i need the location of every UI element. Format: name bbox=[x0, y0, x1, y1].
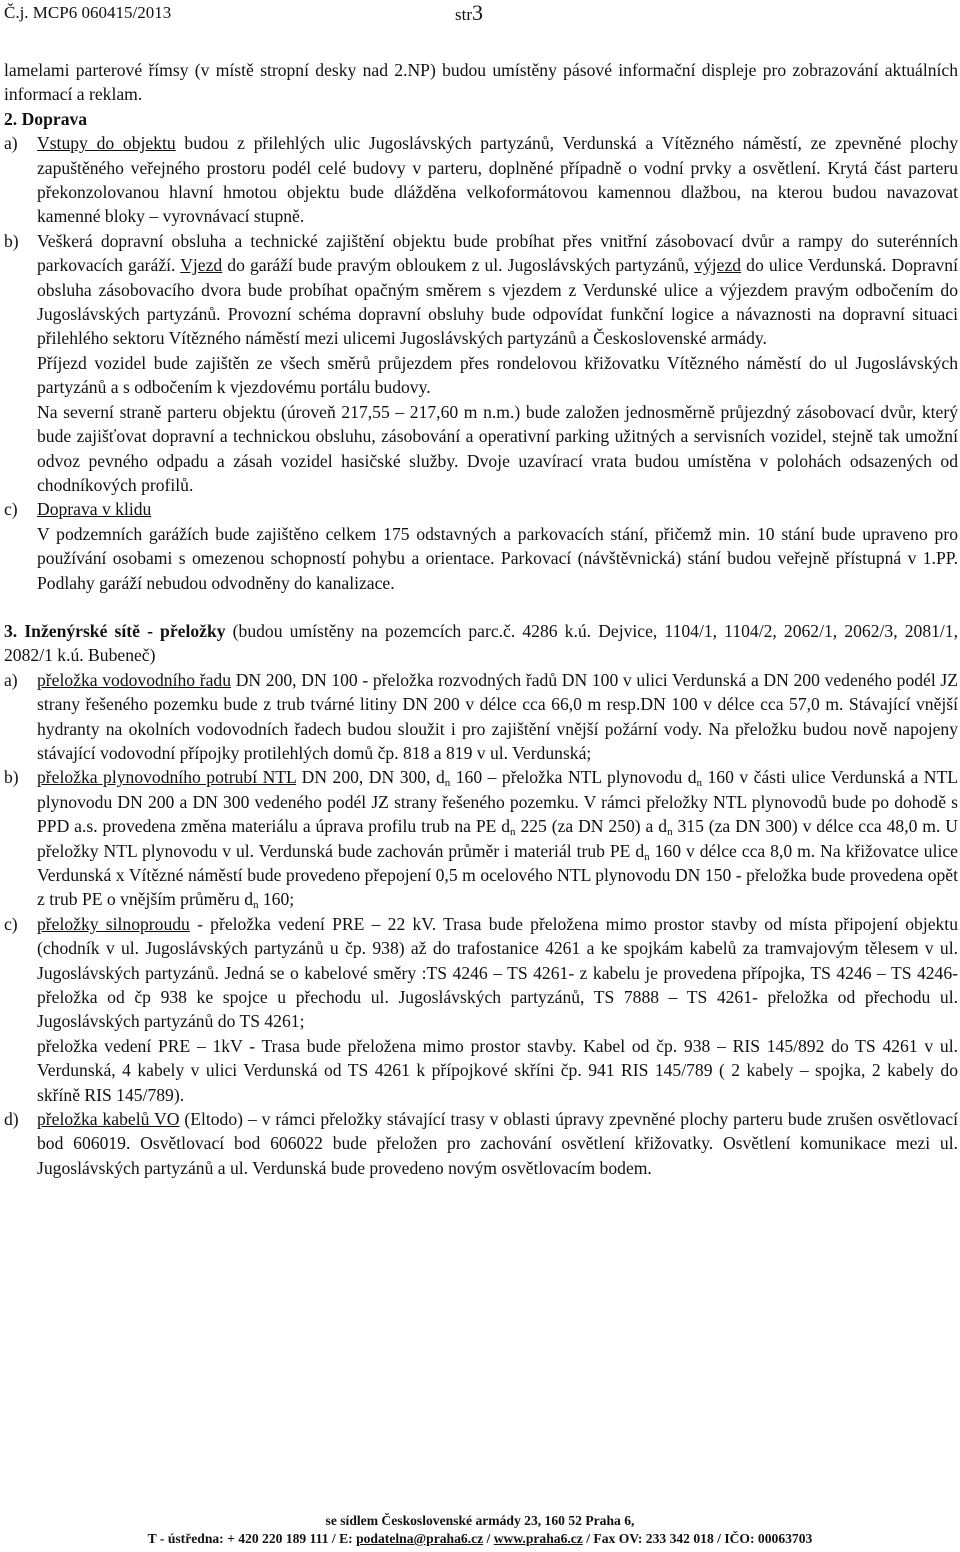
vjezd-term: Vjezd bbox=[180, 255, 223, 276]
footer-contacts bbox=[0, 1530, 960, 1548]
footer-web-link[interactable]: www.praha6.cz bbox=[493, 1531, 583, 1546]
dn-symbol: d bbox=[687, 767, 697, 788]
dn-symbol: d bbox=[244, 889, 253, 910]
section-3-heading-note: (budou umístěny na pozemcích parc.č. 4286 k.ú. Dejvice, 1104/1, 1104/2, 2062/1, 2062/3, 2081/1, 2082/1 k.ú. Bubeneč) bbox=[4, 620, 958, 666]
section-3d-title: přeložka kabelů VO bbox=[37, 1109, 180, 1130]
item-label: d) bbox=[4, 1109, 19, 1130]
dn-symbol: d bbox=[635, 840, 645, 861]
section-3-heading: 3. Inženýrské sítě - přeložky bbox=[4, 620, 226, 641]
section-3a bbox=[4, 668, 958, 766]
section-3b bbox=[4, 765, 958, 911]
section-3b-text-5: 315 (za DN 300) v délce cca 48,0 m. U přeložky NTL plynovodu v ul. Verdunská bude zachován průměr i materiál trub PE bbox=[37, 816, 958, 861]
dn-subscript: n bbox=[252, 899, 259, 912]
footer-fax-ico: / Fax OV: 233 342 018 / IČO: 00063703 bbox=[582, 1531, 813, 1546]
vyjezd-term: výjezd bbox=[694, 255, 742, 276]
spacer bbox=[4, 595, 958, 619]
section-2b bbox=[4, 229, 958, 351]
reference-number: Č.j. MCP6 060415/2013 bbox=[4, 3, 172, 22]
section-3d-text: (Eltodo) – v rámci přeložky stávající trasy v oblasti úpravy zpevněné plochy parteru bude zrušen osvětlovací bod 606019. Osvětlovací bod 606022 bude přeložen pro zachování osvětlení křižovatky. Osvětlení komunikace mezi ul. Jugoslávských partyzánů a ul. Verdunská bude provedeno novým osvětlovacím bodem. bbox=[37, 1109, 958, 1178]
section-2c-title: Doprava v klidu bbox=[37, 499, 152, 520]
section-2b-text-3: do ulice Verdunská. Dopravní obsluha zásobovacího dvora bude probíhat opačným směrem s vjezdem z Verdunské ulice a výjezdem pravým odbočením do Jugoslávských partyzánů. Provozní schéma dopravní obsluhy bude odpovídat funkční logice a návaznosti na dopravní situaci přilehlého sektoru Vítězného náměstí mezi ulicemi Jugoslávských partyzánů a Československé armády. bbox=[37, 255, 958, 349]
footer-email-link[interactable]: podatelna@praha6.cz bbox=[356, 1531, 484, 1546]
dn-symbol: d bbox=[501, 816, 511, 837]
dn-subscript: n bbox=[696, 777, 703, 790]
section-3c-paragraph-2: přeložka vedení PRE – 1kV - Trasa bude přeložena mimo prostor stavby. Kabel od čp. 938 – RIS 145/892 do TS 4261 v ul. Verdunská, 4 kabely v ulici Verdunská od TS 4261 k přípojkové skříni čp. 941 RIS 145/789 ( 2 kabely – spojka, 2 kabely do skříně RIS 145/789). bbox=[37, 1035, 958, 1105]
footer-separator: / bbox=[483, 1531, 494, 1546]
section-3b-title: přeložka plynovodního potrubí NTL bbox=[37, 767, 297, 788]
section-3c bbox=[4, 912, 958, 1034]
section-2c bbox=[4, 497, 958, 521]
section-3b-text-4: 225 (za DN 250) a bbox=[515, 816, 659, 837]
section-3c-text: - přeložka vedení PRE – 22 kV. Trasa bude přeložena mimo prostor stavby od místa připojení objektu (chodník v ul. Jugoslávských partyzánů u čp. 938) až do trafostanice 4261 a ke spojkám kabelů za tramvajovým tělesem v ul. Jugoslávských partyzánů. Jedná se o kabelové směry :TS 4246 – TS 4261- z kabelu je provedena přípojka, TS 4246 – TS 4246- přeložka od čp 938 ke spojce u přechodu ul. Jugoslávských partyzánů, TS 7888 – TS 4261- přeložka od přechodu ul. Jugoslávských partyzánů do TS 4261; bbox=[37, 913, 958, 1032]
section-2a-text: budou z přilehlých ulic Jugoslávských partyzánů, Verdunská a Vítězného náměstí, ze zpevněné plochy zapuštěného veřejného prostoru podél celé budovy v parteru, doplněné případně o vodní prvky a osvětlení. Krytá část parteru překonzolovanou hlavní hmotou objektu bude dlážděna velkoformátovou kamennou dlažbou, na kterou budou navazovat kamenné bloky – vyrovnávací stupně. bbox=[37, 133, 958, 227]
page-footer bbox=[0, 1512, 960, 1548]
dn-subscript: n bbox=[444, 777, 451, 790]
item-label: a) bbox=[4, 669, 18, 690]
dn-symbol: d bbox=[658, 816, 668, 837]
footer-address: se sídlem Československé armády 23, 160 52 Praha 6, bbox=[325, 1513, 635, 1528]
section-3a-title: přeložka vodovodního řadu bbox=[37, 669, 232, 690]
section-2b-text-1: Veškerá dopravní obsluha a technické zajištění objektu bude probíhat přes vnitřní zásobovací dvůr a rampy do suterénních parkovacích garáží. bbox=[37, 230, 958, 276]
dn-symbol: d bbox=[435, 767, 445, 788]
item-label: a) bbox=[4, 133, 18, 154]
page-number-value: 3 bbox=[472, 0, 483, 25]
section-3a-text: DN 200, DN 100 - přeložka rozvodných řadů DN 100 v ulici Verdunská a DN 200 vedeného podél JZ strany řešeného pozemku bude z trub tvárné litiny DN 200 v délce cca 66,0 m resp.DN 100 v délce cca 57,0 m. Stávající vnější hydranty na okolních vodovodních řadech budou sloužit i pro zajištění vnější požární vody. Na přeložku budou nově napojeny stávající vodovodní přípojky protilehlých domů čp. 818 a 819 v ul. Verdunská; bbox=[37, 669, 958, 763]
section-2c-text: V podzemních garážích bude zajištěno celkem 175 odstavných a parkovacích stání, přičemž min. 10 stání bude upraveno pro používání osobami s omezenou schopností pohybu a orientace. Parkovací (návštěvnická) stání budou veřejně přístupná v 1.PP. Podlahy garáží nebudou odvodněny do kanalizace. bbox=[37, 523, 958, 593]
section-2b-paragraph-3: Na severní straně parteru objektu (úroveň 217,55 – 217,60 m n.m.) bude založen jednosměrně průjezdný zásobovací dvůr, který bude zajišťovat dopravní a technickou obsluhu, zásobování a operativní parking užitných a servisních vozidel, stejně tak umožní odvoz pevného odpadu a zásah vozidel hasičské služby. Dvoje uzavírací vrata budou umístěna v polohách odsazených od chodníkových profilů. bbox=[37, 401, 958, 495]
section-2a-title: Vstupy do objektu bbox=[37, 133, 176, 154]
page-number bbox=[455, 2, 483, 26]
section-2a bbox=[4, 131, 958, 229]
dn-subscript: n bbox=[510, 826, 516, 839]
dn-subscript: n bbox=[667, 826, 673, 839]
section-3-heading-line bbox=[4, 619, 958, 668]
section-3b-text-2: 160 – přeložka NTL plynovodu bbox=[450, 767, 688, 788]
footer-phone: T - ústředna: + 420 220 189 111 / E: bbox=[147, 1531, 357, 1546]
intro-paragraph: lamelami parterové římsy (v místě stropní desky nad 2.NP) budou umístěny pásové informační displeje pro zobrazování aktuálních informací a reklam. bbox=[4, 60, 958, 105]
dn-subscript: n bbox=[644, 850, 650, 863]
item-label: c) bbox=[4, 499, 18, 520]
section-3b-text-6: 160 v délce cca 8,0 m. Na křižovatce ulice Verdunská x Vítězné náměstí bude provedeno přepojení 0,5 m ocelového NTL plynovodu DN 150 - přeložka bude provedena opět z trub PE o vnějším průměru bbox=[37, 840, 958, 910]
section-2b-text-2: do garáží bude pravým obloukem z ul. Jugoslávských partyzánů, bbox=[222, 255, 695, 276]
section-3b-text-3: 160 v části ulice Verdunská a NTL plynovodu DN 200 a DN 300 vedeného podél JZ strany řešeného pozemku. V rámci přeložky NTL plynovodů bude po dohodě s PPD a.s. provedena změna materiálu a úprava profilu trub na PE bbox=[37, 767, 958, 837]
section-3d bbox=[4, 1107, 958, 1180]
section-3b-text-1: DN 200, DN 300, bbox=[296, 767, 436, 788]
section-2b-paragraph-2: Příjezd vozidel bude zajištěn ze všech směrů průjezdem přes rondelovou křižovatku Vítězného náměstí do ul Jugoslávských partyzánů a s odbočením k vjezdovému portálu budovy. bbox=[37, 352, 958, 398]
section-2-heading: 2. Doprava bbox=[4, 108, 88, 129]
section-3c-title: přeložky silnoproudu bbox=[37, 913, 190, 934]
item-label: c) bbox=[4, 913, 18, 934]
item-label: b) bbox=[4, 230, 19, 251]
section-3b-text-7: 160; bbox=[258, 889, 295, 910]
item-label: b) bbox=[4, 767, 19, 788]
document-body bbox=[4, 58, 958, 1180]
page-prefix: str bbox=[455, 5, 472, 24]
